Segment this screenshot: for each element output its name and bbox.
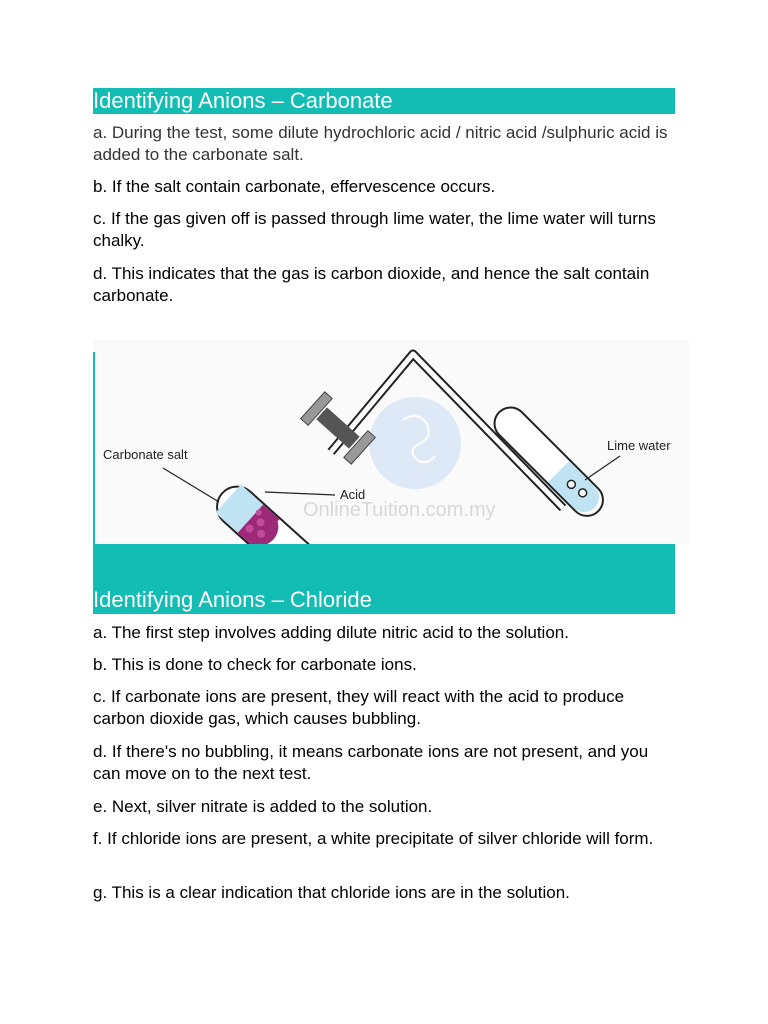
right-test-tube xyxy=(488,401,610,523)
watermark-globe-icon xyxy=(369,397,461,489)
watermark-text: OnlineTuition.com.my xyxy=(303,499,496,521)
label-acid: Acid xyxy=(340,487,366,502)
pointer-carbonate-salt xyxy=(163,468,219,502)
stopper-clamp xyxy=(301,392,376,464)
section-heading-carbonate: Identifying Anions – Carbonate xyxy=(93,88,675,114)
apparatus-svg xyxy=(93,340,689,544)
paragraph-g: g. This is a clear indication that chloride ions are in the solution. xyxy=(93,883,570,902)
paragraph-a: a. The first step involves adding dilute nitric acid to the solution. xyxy=(93,623,569,642)
label-lime-water: Lime water xyxy=(607,438,671,453)
paragraph-f: f. If chloride ions are present, a white precipitate of silver chloride will form. xyxy=(93,829,654,848)
paragraph-c: c. If carbonate ions are present, they will react with the acid to produce carbon dioxide gas, which causes bubbling. xyxy=(93,687,625,728)
label-carbonate-salt: Carbonate salt xyxy=(103,447,188,462)
paragraph-c: c. If the gas given off is passed through lime water, the lime water will turns chalky. xyxy=(93,209,656,250)
pointer-lime-water xyxy=(585,456,620,480)
apparatus-diagram xyxy=(93,340,689,544)
paragraph-b: b. If the salt contain carbonate, effervescence occurs. xyxy=(93,177,496,196)
paragraph-b: b. This is done to check for carbonate ions. xyxy=(93,655,417,674)
paragraph-a: a. During the test, some dilute hydrochloric acid / nitric acid /sulphuric acid is added to the carbonate salt. xyxy=(93,123,668,164)
section-heading-chloride xyxy=(93,544,675,614)
pointer-acid xyxy=(265,492,335,495)
section-heading-chloride-text: Identifying Anions – Chloride xyxy=(93,587,372,612)
paragraph-e: e. Next, silver nitrate is added to the solution. xyxy=(93,797,433,816)
paragraph-d: d. This indicates that the gas is carbon dioxide, and hence the salt contain carbonate. xyxy=(93,264,650,305)
paragraph-d: d. If there's no bubbling, it means carbonate ions are not present, and you can move on to the next test. xyxy=(93,742,649,783)
